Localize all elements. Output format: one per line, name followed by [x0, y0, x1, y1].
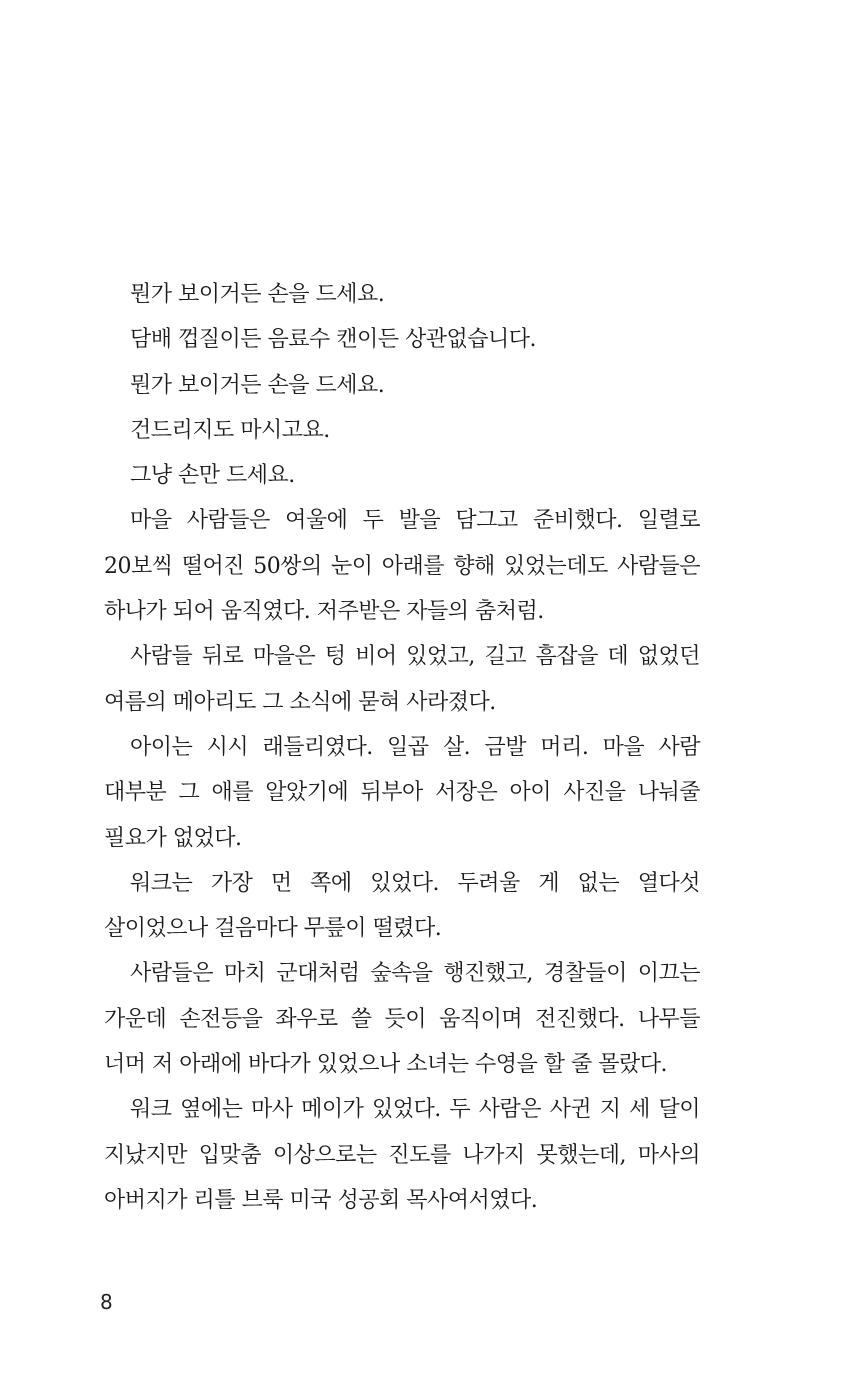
- paragraph: 아이는 시시 래들리였다. 일곱 살. 금발 머리. 마을 사람 대부분 그 애를 알았기에 뒤부아 서장은 아이 사진을 나눠줄 필요가 없었다.: [104, 734, 700, 851]
- paragraph: 뭔가 보이거든 손을 드세요.: [130, 282, 385, 307]
- page-number: 8: [100, 1290, 113, 1314]
- paragraph: 사람들은 마치 군대처럼 숲속을 행진했고, 경찰들이 이끄는 가운데 손전등을 좌우로 쓸 듯이 움직이며 전진했다. 나무들 너머 저 아래에 바다가 있었으나 소녀는 수영을 할 줄 몰랐다.: [104, 961, 700, 1078]
- paragraph: 사람들 뒤로 마을은 텅 비어 있었고, 길고 흠잡을 데 없었던 여름의 메아리도 그 소식에 묻혀 사라졌다.: [104, 644, 700, 715]
- paragraph: 워크 옆에는 마사 메이가 있었다. 두 사람은 사귄 지 세 달이 지났지만 입맞춤 이상으로는 진도를 나가지 못했는데, 마사의 아버지가 리틀 브룩 미국 성공회 목사여서였다.: [104, 1097, 700, 1213]
- paragraph: 그냥 손만 드세요.: [130, 463, 295, 489]
- paragraph: 마을 사람들은 여울에 두 발을 담그고 준비했다. 일렬로 20보씩 떨어진 50쌍의 눈이 아래를 향해 있었는데도 사람들은 하나가 되어 움직였다. 저주받은 자들의 춤처럼.: [104, 508, 700, 625]
- paragraph: 담배 껍질이든 음료수 캔이든 상관없습니다.: [130, 327, 537, 353]
- paragraph: 워크는 가장 먼 쪽에 있었다. 두려울 게 없는 열다섯 살이었으나 걸음마다 무릎이 떨렸다.: [104, 870, 700, 942]
- paragraph: 건드리지도 마시고요.: [130, 417, 330, 443]
- paragraph: 뭔가 보이거든 손을 드세요.: [130, 372, 385, 398]
- body-text: [104, 272, 700, 1223]
